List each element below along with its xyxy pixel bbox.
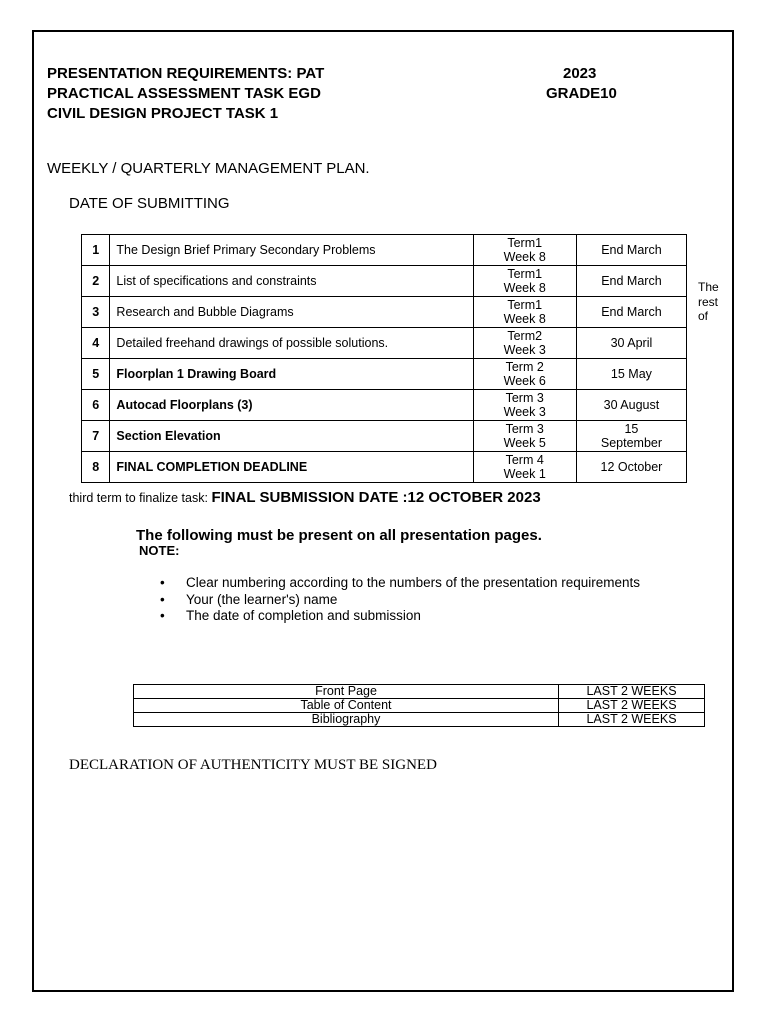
row-number: 5 <box>82 359 110 390</box>
row-term-week <box>473 266 576 297</box>
row-week: Week 8 <box>503 250 546 264</box>
row-term: Term 3 <box>505 422 544 436</box>
row-description: The Design Brief Primary Secondary Problems <box>110 235 473 266</box>
row-description: FINAL COMPLETION DEADLINE <box>110 452 473 483</box>
row-description: Section Elevation <box>110 421 473 452</box>
row-number: 4 <box>82 328 110 359</box>
list-item <box>160 608 640 625</box>
bullet-icon: • <box>160 575 165 590</box>
row-number: 2 <box>82 266 110 297</box>
list-item-text: Clear numbering according to the numbers of the presentation requirements <box>186 575 641 590</box>
row-week: Week 6 <box>503 374 546 388</box>
row-term-week <box>473 359 576 390</box>
row-due: 15 May <box>576 359 686 390</box>
row-due: End March <box>576 235 686 266</box>
third-term-line <box>69 489 541 506</box>
list-item-text: Your (the learner's) name <box>186 591 338 607</box>
row-due: End March <box>576 297 686 328</box>
table-row <box>134 713 705 727</box>
row-number: 6 <box>82 390 110 421</box>
page-time: LAST 2 WEEKS <box>559 699 705 713</box>
row-week: Week 3 <box>503 343 546 357</box>
table-row <box>82 390 687 421</box>
row-due: 12 October <box>576 452 686 483</box>
row-description: Detailed freehand drawings of possible solutions. <box>110 328 473 359</box>
table-row <box>82 235 687 266</box>
page-time: LAST 2 WEEKS <box>559 685 705 699</box>
table-row <box>82 359 687 390</box>
schedule-table <box>81 234 687 483</box>
list-item <box>160 575 640 592</box>
row-week: Week 1 <box>503 467 546 481</box>
row-description: Floorplan 1 Drawing Board <box>110 359 473 390</box>
row-term-week <box>473 421 576 452</box>
row-term: Term 3 <box>505 391 544 405</box>
bullet-icon: • <box>160 608 165 623</box>
row-term-week <box>473 235 576 266</box>
row-term: Term 2 <box>505 360 544 374</box>
final-submission-date: FINAL SUBMISSION DATE :12 OCTOBER 2023 <box>211 489 541 506</box>
header-line-1: PRESENTATION REQUIREMENTS: PAT <box>47 65 325 82</box>
row-term-week <box>473 452 576 483</box>
row-term: Term2 <box>507 329 543 343</box>
row-due: 30 August <box>576 390 686 421</box>
plan-title: WEEKLY / QUARTERLY MANAGEMENT PLAN. <box>47 160 370 177</box>
table-row <box>134 699 705 713</box>
note-label: NOTE: <box>139 543 180 558</box>
table-row <box>82 297 687 328</box>
row-number: 3 <box>82 297 110 328</box>
table-row <box>82 266 687 297</box>
third-term-text: third term to finalize task: <box>69 491 208 505</box>
row-due: 15 September <box>576 421 686 452</box>
row-description: List of specifications and constraints <box>110 266 473 297</box>
row-term: Term1 <box>507 267 543 281</box>
header-line-3: CIVIL DESIGN PROJECT TASK 1 <box>47 105 279 122</box>
page-item: Table of Content <box>134 699 559 713</box>
row-number: 8 <box>82 452 110 483</box>
row-term: Term1 <box>507 298 543 312</box>
row-term: Term1 <box>507 236 543 250</box>
table-row <box>82 452 687 483</box>
row-term-week <box>473 328 576 359</box>
page-item: Front Page <box>134 685 559 699</box>
page-item: Bibliography <box>134 713 559 727</box>
row-due: End March <box>576 266 686 297</box>
row-due: 30 April <box>576 328 686 359</box>
row-week: Week 8 <box>503 281 546 295</box>
header-line-2: PRACTICAL ASSESSMENT TASK EGD <box>47 85 321 102</box>
row-week: Week 5 <box>503 436 546 450</box>
following-heading: The following must be present on all presentation pages. <box>136 527 542 544</box>
list-item-text: The date of completion and submission <box>186 608 421 623</box>
row-number: 1 <box>82 235 110 266</box>
header-year: 2023 <box>563 65 597 82</box>
declaration-text: DECLARATION OF AUTHENTICITY MUST BE SIGNED <box>69 757 437 773</box>
row-description: Research and Bubble Diagrams <box>110 297 473 328</box>
table-row <box>82 328 687 359</box>
row-term-week <box>473 297 576 328</box>
row-term-week <box>473 390 576 421</box>
row-description: Autocad Floorplans (3) <box>110 390 473 421</box>
last-weeks-table <box>133 684 705 727</box>
table-row <box>82 421 687 452</box>
row-term: Term 4 <box>505 453 544 467</box>
row-week: Week 3 <box>503 405 546 419</box>
bullet-icon: • <box>160 591 165 607</box>
table-row <box>134 685 705 699</box>
page-time: LAST 2 WEEKS <box>559 713 705 727</box>
side-note: The rest of <box>698 280 719 323</box>
header-grade: GRADE10 <box>546 85 617 102</box>
row-week: Week 8 <box>503 312 546 326</box>
requirements-list <box>160 575 640 625</box>
list-item <box>160 592 640 609</box>
date-of-submitting-label: DATE OF SUBMITTING <box>69 195 230 212</box>
row-number: 7 <box>82 421 110 452</box>
